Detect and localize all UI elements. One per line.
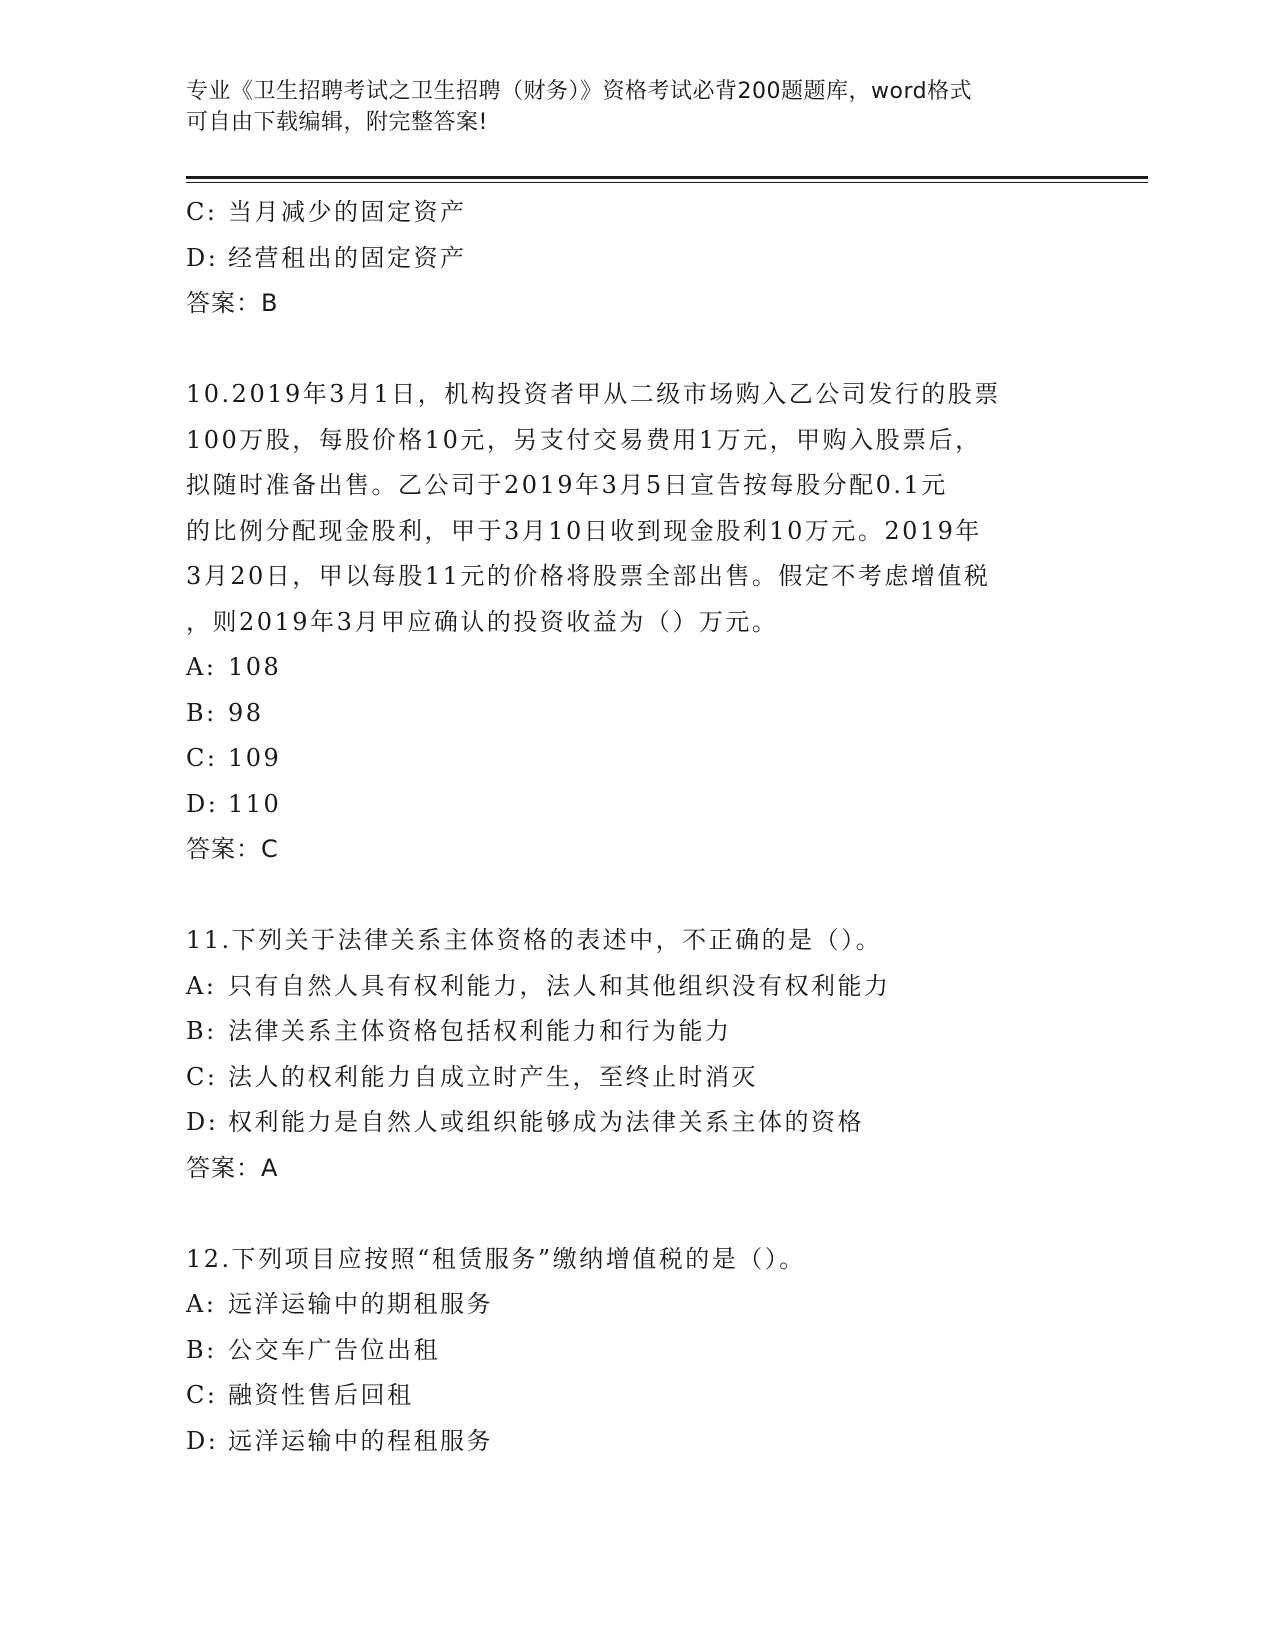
option-letter: D: [186,789,219,818]
question-9-tail [186,190,1086,327]
question-stem-line: 的比例分配现金股利，甲于3月10日收到现金股利10万元。2019年 [186,516,982,545]
option-text: 经营租出的固定资产 [228,243,467,272]
option-text: 权利能力是自然人或组织能够成为法律关系主体的资格 [228,1108,864,1136]
document-body [186,190,1086,1464]
option-text: 远洋运输中的期租服务 [228,1290,493,1318]
option-text: 109 [228,744,282,772]
option-letter: C: [186,1381,218,1409]
option-c [186,736,1086,782]
header-divider-thick [186,176,1148,179]
option-letter: C: [186,198,218,226]
option-letter: D: [186,1426,219,1455]
option-letter: A: [186,971,217,1000]
option-a [186,964,1086,1010]
option-d [186,1100,1086,1146]
option-text: 108 [228,653,282,681]
option-text: 110 [228,789,282,818]
option-text: 融资性售后回租 [228,1381,414,1409]
option-letter: C: [186,744,218,772]
option-text: 远洋运输中的程租服务 [228,1426,493,1455]
question-12 [186,1237,1086,1465]
option-letter: C: [186,1062,218,1091]
option-letter: A: [186,1290,217,1318]
option-text: 98 [228,698,264,727]
answer-line: 答案：C [186,835,279,863]
header-line-2: 可自由下载编辑，附完整答案! [186,110,488,135]
option-text: 法人的权利能力自成立时产生，至终止时消灭 [228,1062,758,1091]
option-c [186,190,1086,236]
question-stem-line: ，则2019年3月甲应确认的投资收益为（）万元。 [186,607,779,636]
option-b [186,1009,1086,1055]
spacer [186,1191,1086,1237]
question-10 [186,372,1086,873]
option-a [186,645,1086,691]
option-letter: D: [186,243,219,272]
option-d [186,782,1086,828]
option-letter: D: [186,1108,219,1136]
document-header [186,76,1066,138]
question-stem: 12.下列项目应按照“租赁服务”缴纳增值税的是（）。 [186,1244,806,1273]
question-stem: 11.下列关于法律关系主体资格的表述中，不正确的是（）。 [186,926,883,954]
option-letter: A: [186,653,217,681]
option-text: 公交车广告位出租 [228,1335,440,1364]
header-divider-thin [186,182,1148,183]
option-text: 法律关系主体资格包括权利能力和行为能力 [228,1017,732,1045]
question-stem-line: 100万股，每股价格10元，另支付交易费用1万元，甲购入股票后， [186,425,982,454]
question-stem-line: 3月20日，甲以每股11元的价格将股票全部出售。假定不考虑增值税 [186,562,991,590]
option-c [186,1055,1086,1101]
option-text: 当月减少的固定资产 [228,198,467,226]
spacer [186,327,1086,373]
answer-line: 答案：B [186,289,279,317]
option-c [186,1373,1086,1419]
question-stem-line: 10.2019年3月1日，机构投资者甲从二级市场购入乙公司发行的股票 [186,380,1001,408]
option-text: 只有自然人具有权利能力，法人和其他组织没有权利能力 [228,971,891,1000]
option-letter: B: [186,1335,217,1364]
question-11 [186,918,1086,1191]
option-d [186,1419,1086,1465]
option-letter: B: [186,698,217,727]
question-stem-line: 拟随时准备出售。乙公司于2019年3月5日宣告按每股分配0.1元 [186,471,948,499]
option-a [186,1282,1086,1328]
option-b [186,691,1086,737]
spacer [186,873,1086,919]
answer-line: 答案：A [186,1153,279,1182]
option-b [186,1328,1086,1374]
header-line-1: 专业《卫生招聘考试之卫生招聘（财务）》资格考试必背200题题库，word格式 [186,79,973,104]
option-letter: B: [186,1017,217,1045]
option-d [186,236,1086,282]
